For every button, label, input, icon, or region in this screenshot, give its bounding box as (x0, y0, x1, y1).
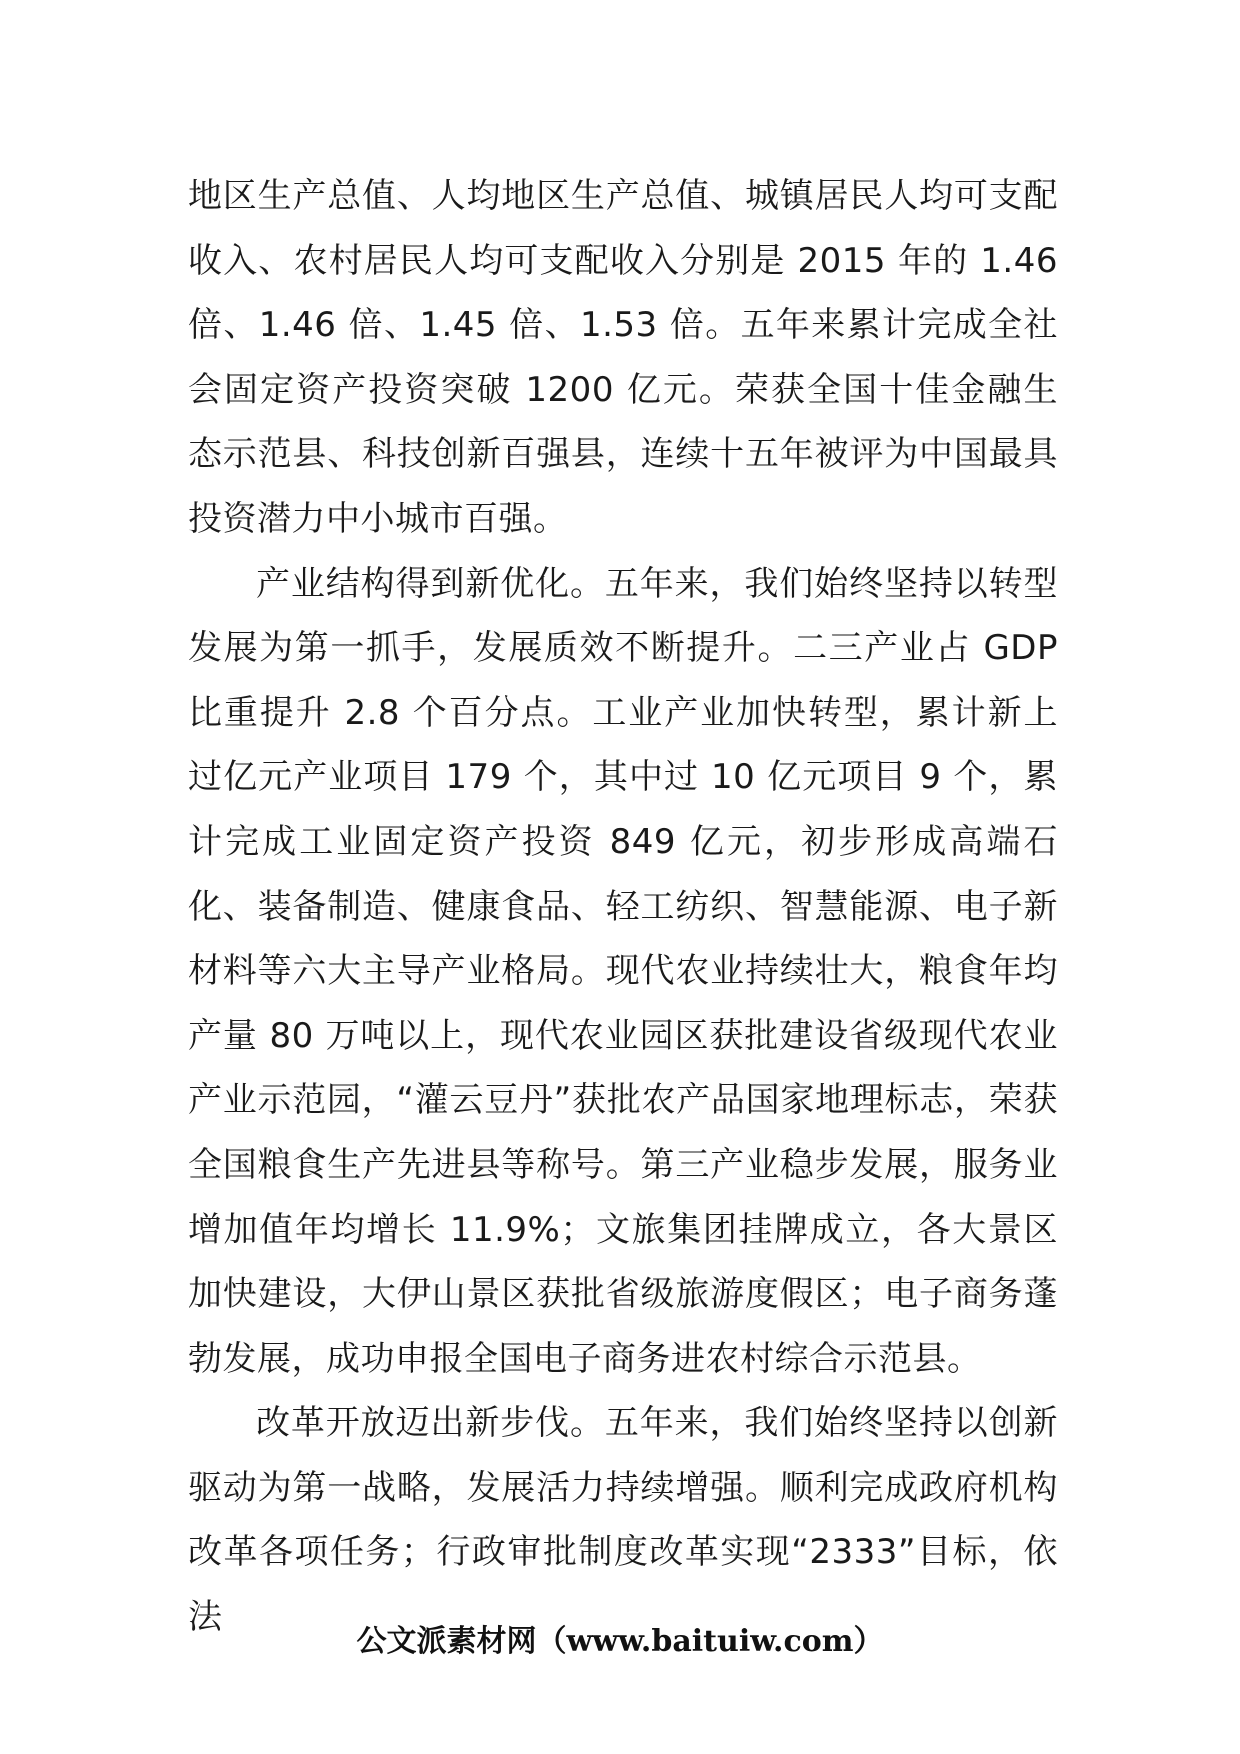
footer-watermark: 公文派素材网（www.baituiw.com） (356, 1624, 884, 1659)
paragraph-economic-summary: 地区生产总值、人均地区生产总值、城镇居民人均可支配收入、农村居民人均可支配收入分别是 2015 年的 1.46 倍、1.46 倍、1.45 倍、1.53 倍。五年来累计完成全社会固定资产投资突破 1200 亿元。荣获全国十佳金融生态示范县、科技创新百强县，连续十五年被评为中国最具投资潜力中小城市百强。 (188, 176, 1058, 539)
document-body (188, 164, 1058, 1650)
paragraph-reform-opening: 改革开放迈出新步伐。五年来，我们始终坚持以创新驱动为第一战略，发展活力持续增强。顺利完成政府机构改革各项任务；行政审批制度改革实现“2333”目标，依法 (188, 1403, 1058, 1638)
paragraph-industrial-structure: 产业结构得到新优化。五年来，我们始终坚持以转型发展为第一抓手，发展质效不断提升。二三产业占 GDP 比重提升 2.8 个百分点。工业产业加快转型，累计新上过亿元产业项目 179 个，其中过 10 亿元项目 9 个，累计完成工业固定资产投资 849 亿元，初步形成高端石化、装备制造、健康食品、轻工纺织、智慧能源、电子新材料等六大主导产业格局。现代农业持续壮大，粮食年均产量 80 万吨以上，现代农业园区获批建设省级现代农业产业示范园，“灌云豆丹”获批农产品国家地理标志，荣获全国粮食生产先进县等称号。第三产业稳步发展，服务业增加值年均增长 11.9%；文旅集团挂牌成立，各大景区加快建设，大伊山景区获批省级旅游度假区；电子商务蓬勃发展，成功申报全国电子商务进农村综合示范县。 (188, 563, 1058, 1379)
